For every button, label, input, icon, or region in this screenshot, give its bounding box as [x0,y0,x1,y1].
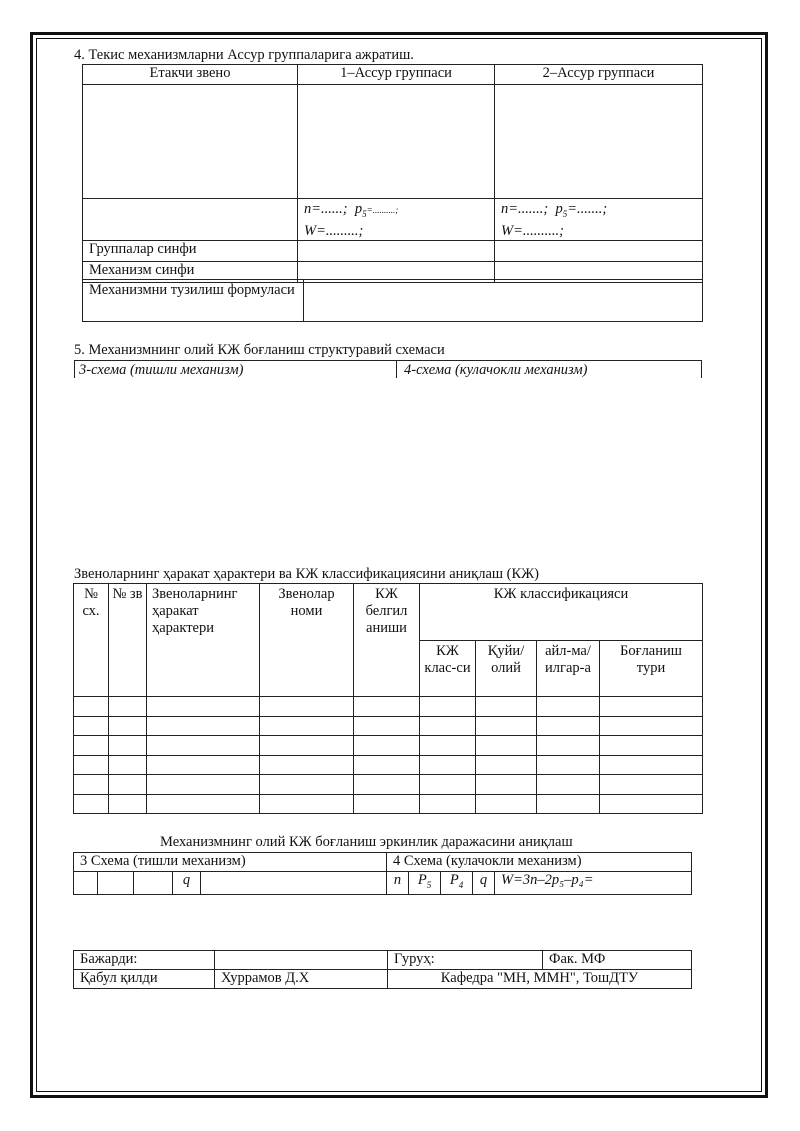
dof-cell[interactable] [74,872,98,895]
dof-heading: Механизмнинг олий КЖ боғланиш эркинлик даражасини аниқлаш [160,834,573,850]
section4-heading: 4. Текис механизмларни Ассур группаларига ажратиш. [74,47,414,63]
n-value-2: n=.......; [501,201,549,217]
dof-q-label-2: q [473,872,495,895]
structure-formula-table [82,279,703,322]
dof-formula: W=3n–2p₅–p₄= [495,872,692,895]
department-label: Кафедра "МН, ММН", ТошДТУ [388,970,692,989]
params-assur-1 [298,199,495,241]
params-cell-leading[interactable] [83,199,298,241]
faculty-label: Фак. МФ [543,951,692,970]
group-class-cell-2[interactable] [495,240,703,261]
header-kj-class: КЖ клас-си [420,641,476,697]
p5-sub-1: 5 [362,208,367,219]
header-connection-type: Боғланиш тури [600,641,703,697]
dof-cell[interactable] [201,872,387,895]
kinematic-pairs-table [73,583,703,814]
scheme3-label: 3-схема (тишли механизм) [79,362,244,378]
scheme4-label: 4-схема (кулачокли механизм) [404,362,588,378]
dof-scheme4-label: 4 Схема (кулачокли механизм) [387,853,692,872]
assur-groups-table [82,64,703,283]
table-row [74,756,703,775]
header-rot-slide: айл-ма/ илгар-а [537,641,600,697]
dof-q-label-1: q [173,872,201,895]
w-value-2: W=..........; [501,222,564,239]
dof-n-label: n [387,872,409,895]
structure-formula-cell[interactable] [304,280,703,322]
section5-heading: 5. Механизмнинг олий КЖ боғланиш структуравий схемаси [74,342,445,358]
accepted-name: Хуррамов Д.Х [215,970,388,989]
p5-value-1: =..........; [366,205,399,215]
done-value[interactable] [215,951,388,970]
p5-label-1: p [354,201,363,217]
kinematic-heading: Звеноларнинг ҳаракат ҳарактери ва КЖ классификациясини аниқлаш (КЖ) [74,566,539,582]
table-row [74,775,703,795]
header-motion: Звеноларнинг ҳаракат ҳарактери [147,584,260,697]
w-value-1: W=.........; [304,222,364,239]
scheme-header-line [74,360,702,361]
row-mechanism-class-label: Механизм синфи [83,261,298,282]
params-assur-2 [495,199,703,241]
dof-scheme3-label: 3 Схема (тишли механизм) [74,853,387,872]
dof-table [73,852,692,895]
p5-sub-2: 5 [562,208,568,219]
footer-table [73,950,692,989]
dof-p4-label: $P_4$ [441,872,473,895]
table-row [74,717,703,736]
drawing-cell-leading[interactable] [83,85,298,199]
header-assur-1: 1–Ассур группаси [298,65,495,85]
drawing-cell-assur-1[interactable] [298,85,495,199]
header-link-no: № зв [109,584,147,697]
p5-value-2: =.......; [567,201,608,217]
header-leading-link: Етакчи звено [83,65,298,85]
group-label: Гуруҳ: [388,951,543,970]
p5-label-2: p [555,201,563,217]
done-label: Бажарди: [74,951,215,970]
drawing-cell-assur-2[interactable] [495,85,703,199]
accepted-label: Қабул қилди [74,970,215,989]
dof-cell[interactable] [98,872,134,895]
table-row [74,697,703,717]
header-kj-label: КЖ белгил аниши [354,584,420,697]
header-assur-2: 2–Ассур группаси [495,65,703,85]
table-row [74,736,703,756]
dof-cell[interactable] [134,872,173,895]
header-scheme-no: № сх. [74,584,109,697]
header-classification: КЖ классификацияси [420,584,703,641]
n-value-1: n=......; [304,201,348,217]
table-row [74,795,703,814]
group-class-cell-1[interactable] [298,240,495,261]
header-lower-higher: Қуйи/ олий [476,641,537,697]
dof-p5-label: $P_5$ [409,872,441,895]
row-structure-formula-label: Механизмни тузилиш формуласи [83,280,304,322]
header-link-name: Звенолар номи [260,584,354,697]
row-group-class-label: Группалар синфи [83,240,298,261]
